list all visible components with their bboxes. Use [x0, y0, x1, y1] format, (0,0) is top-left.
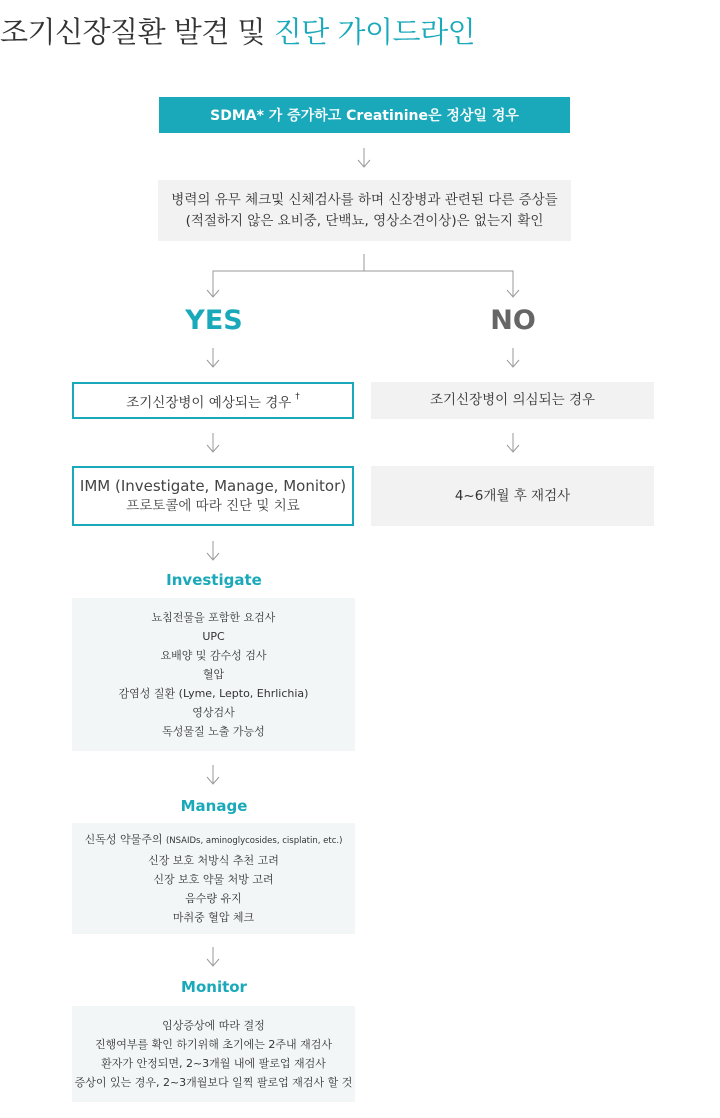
down-arrow-icon — [205, 764, 221, 786]
down-arrow-icon — [205, 347, 221, 369]
early-kidney-suspected-text: 조기신장병이 의심되는 경우 — [429, 392, 596, 408]
early-kidney-expected-text: 조기신장병이 예상되는 경우 — [126, 394, 292, 411]
investigate-item: 독성물질 노출 가능성 — [162, 725, 265, 738]
sdma-condition-text: SDMA* 가 증가하고 Creatinine은 정상일 경우 — [210, 108, 519, 124]
recheck-box — [371, 466, 654, 526]
sdma-condition-box — [159, 97, 570, 133]
title-main: 조기신장질환 발견 및 — [0, 15, 274, 49]
monitor-item: 임상증상에 따라 결정 — [162, 1019, 265, 1032]
monitor-box — [72, 1006, 355, 1102]
yes-label: YES — [185, 305, 243, 336]
manage-item: 신장 보호 처방식 추천 고려 — [148, 854, 279, 867]
manage-box — [72, 823, 355, 934]
monitor-heading: Monitor — [181, 978, 247, 996]
imm-protocol-line2: 프로토콜에 따라 진단 및 치료 — [126, 498, 300, 514]
history-check-line2: (적절하지 않은 요비중, 단백뇨, 영상소견이상)은 없는지 확인 — [185, 212, 544, 229]
investigate-item: 감염성 질환 (Lyme, Lepto, Ehrlichia) — [118, 687, 309, 700]
early-kidney-expected-box — [72, 382, 354, 419]
investigate-item: UPC — [202, 630, 225, 643]
down-arrow-icon — [205, 540, 221, 562]
history-check-box — [158, 180, 571, 241]
down-arrow-icon — [205, 432, 221, 454]
imm-protocol-box — [72, 466, 354, 526]
manage-item-first — [85, 830, 343, 851]
investigate-item: 혈압 — [202, 668, 225, 681]
investigate-heading: Investigate — [166, 571, 262, 589]
investigate-item: 뇨침전물을 포함한 요검사 — [151, 611, 276, 624]
down-arrow-icon — [205, 946, 221, 968]
early-kidney-suspected-box — [371, 382, 654, 419]
monitor-item: 환자가 안정되면, 2~3개월 내에 팔로업 재검사 — [101, 1057, 326, 1070]
manage-item: 마취중 혈압 체크 — [172, 911, 255, 924]
manage-item: 신장 보호 약물 처방 고려 — [153, 873, 274, 886]
manage-item-first-note: (NSAIDs, aminoglycosides, cisplatin, etc.) — [165, 836, 343, 846]
title-accent: 진단 가이드라인 — [273, 15, 476, 49]
monitor-item: 진행여부를 확인 하기위해 초기에는 2주내 재검사 — [95, 1038, 332, 1051]
down-arrow-icon — [356, 147, 372, 169]
investigate-box — [72, 598, 355, 751]
down-arrow-icon — [505, 347, 521, 369]
imm-protocol-line1: IMM (Investigate, Manage, Monitor) — [79, 477, 347, 495]
connector-yes — [213, 254, 364, 296]
connector-no — [364, 271, 513, 296]
investigate-item: 요배양 및 감수성 검사 — [160, 649, 267, 662]
manage-item-first-main: 신독성 약물주의 — [84, 833, 166, 846]
history-check-line1: 병력의 유무 체크및 신체검사를 하며 신장병과 관련된 다른 증상들 — [171, 191, 558, 208]
no-label: NO — [490, 305, 536, 336]
investigate-item: 영상검사 — [192, 706, 235, 719]
manage-item: 음수량 유지 — [185, 892, 242, 905]
down-arrow-icon — [505, 432, 521, 454]
manage-heading: Manage — [180, 797, 248, 815]
monitor-item: 증상이 있는 경우, 2~3개월보다 일찍 팔로업 재검사 할 것 — [74, 1076, 353, 1089]
recheck-text: 4~6개월 후 재검사 — [454, 487, 571, 504]
dagger-mark: † — [295, 391, 300, 402]
